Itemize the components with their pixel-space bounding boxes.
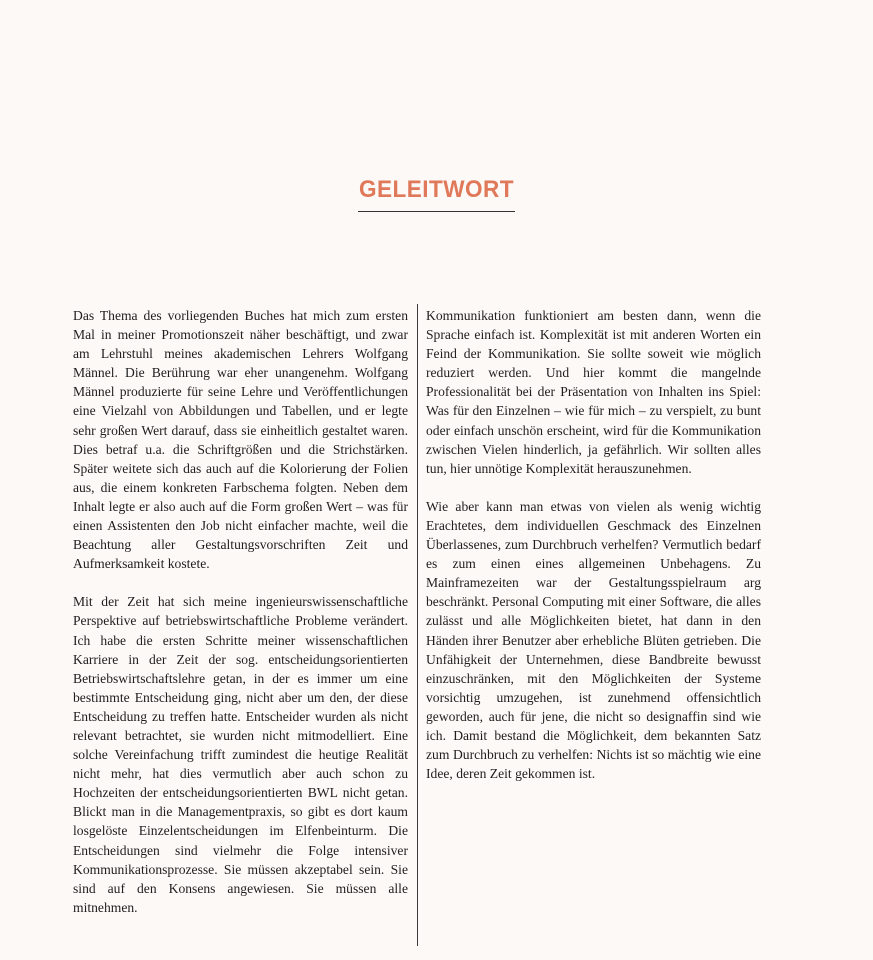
paragraph: Wie aber kann man etwas von vielen als wenig wichtig Erachtetes, dem individuellen Geschmack des Einzelnen Überlassenes, zum Durchbruch verhelfen? Vermutlich bedarf es zum einen eines allgemeinen Unbehagens. Zu Mainframezeiten war der Gestaltungsspielraum arg beschränkt. Personal Computing mit einer Software, die alles zulässt und alle Möglichkeiten bietet, hat dann in den Händen ihrer Benutzer aber erhebliche Blüten getrieben. Die Unfähigkeit der Unternehmen, diese Bandbreite bewusst einzuschränken, mit den Möglichkeiten der Systeme vorsichtig umzugehen, ist zunehmend offensichtlich geworden, auch für jene, die nicht so designaffin sind wie ich. Damit bestand die Möglichkeit, dem bekannten Satz zum Durchbruch zu verhelfen: Nichts ist so mächtig wie eine Idee, deren Zeit gekommen ist. (426, 498, 761, 782)
column-divider (417, 304, 418, 946)
right-column (426, 306, 761, 802)
paragraph: Das Thema des vorliegenden Buches hat mich zum ersten Mal in meiner Promotionszeit näher beschäftigt, und zwar am Lehrstuhl meines akademischen Lehrers Wolfgang Männel. Die Berührung war eher unangenehm. Wolfgang Männel produzierte für seine Lehre und Veröffentlichungen eine Vielzahl von Abbildungen und Tabellen, und er legte sehr großen Wert darauf, dass sie einheitlich gestaltet waren. Dies betraf u.a. die Schriftgrößen und die Strichstärken. Später weitete sich das auch auf die Kolorierung der Folien aus, die einem konkreten Farbschema folgten. Neben dem Inhalt legte er also auch auf die Form großen Wert – was für einen Assistenten den Job nicht einfacher machte, weil die Beachtung aller Gestaltungsvorschriften Zeit und Aufmerksamkeit kostete. (73, 308, 408, 572)
paragraph: Kommunikation funktioniert am besten dann, wenn die Sprache einfach ist. Komplexität ist mit anderen Worten ein Feind der Kommunikation. Sie sollte soweit wie möglich reduziert werden. Und hier kommt die mangelnde Professionalität bei der Präsentation von Inhalten ins Spiel: Was für den Einzelnen – wie für mich – zu verspielt, zu bunt oder einfach unschön erscheint, wird für die Kommunikation zwischen Vielen hinderlich, ja gefährlich. Wir sollten alles tun, hier unnötige Komplexität herauszunehmen. (426, 308, 761, 476)
paragraph: Mit der Zeit hat sich meine ingenieurswissenschaftliche Perspektive auf betriebswirtschaftliche Probleme verändert. Ich habe die ersten Schritte meiner wissenschaftlichen Karriere in der Zeit der sog. entscheidungsorientierten Betriebswirtschaftslehre getan, in der es immer um eine bestimmte Entscheidung ging, nicht aber um den, der diese Entscheidung zu treffen hatte. Entscheider wurden als nicht relevant betrachtet, sie wurden nicht mitmodelliert. Eine solche Vereinfachung trifft zumindest die heutige Realität nicht mehr, hat dies vermutlich aber auch schon zu Hochzeiten der entscheidungsorientierten BWL nicht getan. Blickt man in die Managementpraxis, so gibt es dort kaum losgelöste Einzelentscheidungen im Elfenbeinturm. Die Entscheidungen sind vielmehr die Folge intensiver Kommunikationsprozesse. Sie müssen akzeptabel sein. Sie sind auf den Konsens angewiesen. Sie müssen alle mitnehmen. (73, 594, 408, 915)
left-column (73, 306, 408, 936)
heading-container (0, 176, 873, 212)
page-title: GELEITWORT (358, 176, 515, 212)
